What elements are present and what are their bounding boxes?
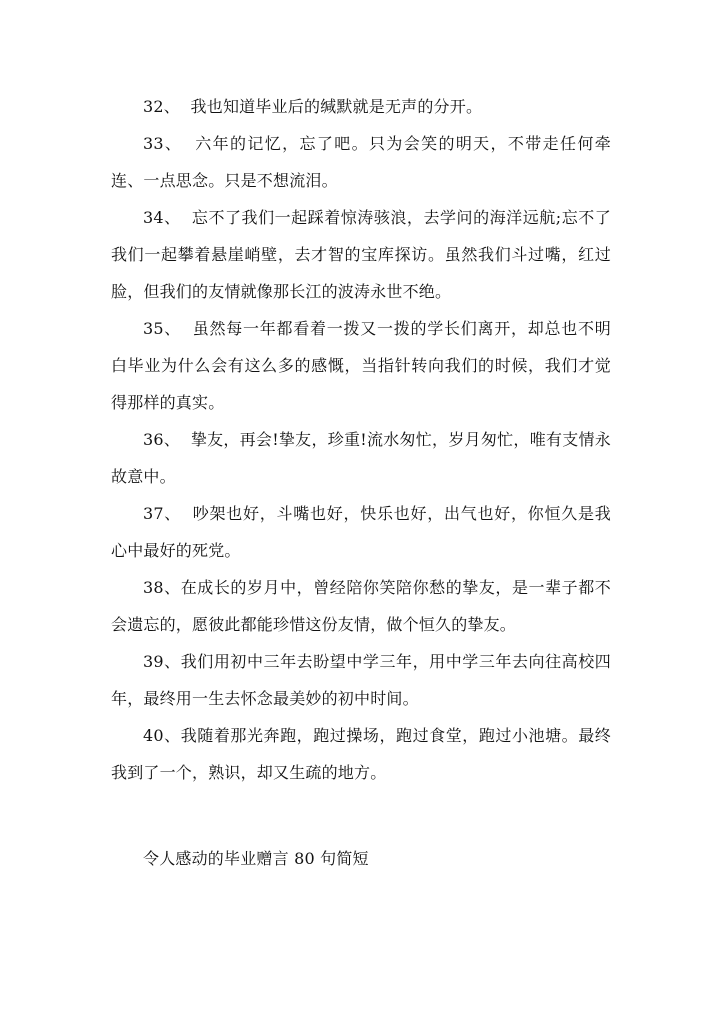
item-text: 虽然每一年都看着一拨又一拨的学长们离开，却总也不明白毕业为什么会有这么多的感慨，当指针转向我们的时候，我们才觉得那样的真实。 bbox=[111, 319, 611, 412]
item-text: 吵架也好，斗嘴也好，快乐也好，出气也好，你恒久是我心中最好的死党。 bbox=[111, 504, 611, 560]
item-number: 34、 bbox=[143, 208, 181, 227]
list-item bbox=[111, 495, 611, 569]
item-text: 忘不了我们一起踩着惊涛骇浪，去学问的海洋远航;忘不了我们一起攀着悬崖峭壁，去才智的宝库探访。虽然我们斗过嘴，红过脸，但我们的友情就像那长江的波涛永世不绝。 bbox=[111, 208, 611, 301]
item-number: 36、 bbox=[143, 430, 181, 449]
section-title: 令人感动的毕业赠言 80 句简短 bbox=[143, 849, 369, 868]
list-item bbox=[111, 199, 611, 310]
item-text: 六年的记忆，忘了吧。只为会笑的明天，不带走任何牵连、一点思念。只是不想流泪。 bbox=[111, 134, 611, 190]
quote-list bbox=[111, 88, 611, 791]
item-text: 在成长的岁月中，曾经陪你笑陪你愁的挚友，是一辈子都不会遗忘的，愿彼此都能珍惜这份友情，做个恒久的挚友。 bbox=[111, 578, 611, 634]
list-item bbox=[111, 717, 611, 791]
item-number: 32、 bbox=[143, 97, 180, 116]
list-item bbox=[111, 643, 611, 717]
item-number: 37、 bbox=[143, 504, 182, 523]
item-number: 33、 bbox=[143, 134, 183, 153]
item-text: 我们用初中三年去盼望中学三年，用中学三年去向往高校四年，最终用一生去怀念最美妙的初中时间。 bbox=[111, 652, 611, 708]
list-item bbox=[111, 310, 611, 421]
item-number: 40、 bbox=[143, 726, 181, 745]
item-number: 38、 bbox=[143, 578, 181, 597]
item-number: 35、 bbox=[143, 319, 182, 338]
list-item bbox=[111, 569, 611, 643]
list-item bbox=[111, 125, 611, 199]
list-item bbox=[111, 88, 611, 125]
item-number: 39、 bbox=[143, 652, 181, 671]
item-text: 我随着那光奔跑，跑过操场，跑过食堂，跑过小池塘。最终我到了一个，熟识，却又生疏的地方。 bbox=[111, 726, 611, 782]
item-text: 我也知道毕业后的缄默就是无声的分开。 bbox=[190, 97, 483, 116]
list-item bbox=[111, 421, 611, 495]
item-text: 挚友，再会!挚友，珍重!流水匆忙，岁月匆忙，唯有支情永故意中。 bbox=[111, 430, 611, 486]
